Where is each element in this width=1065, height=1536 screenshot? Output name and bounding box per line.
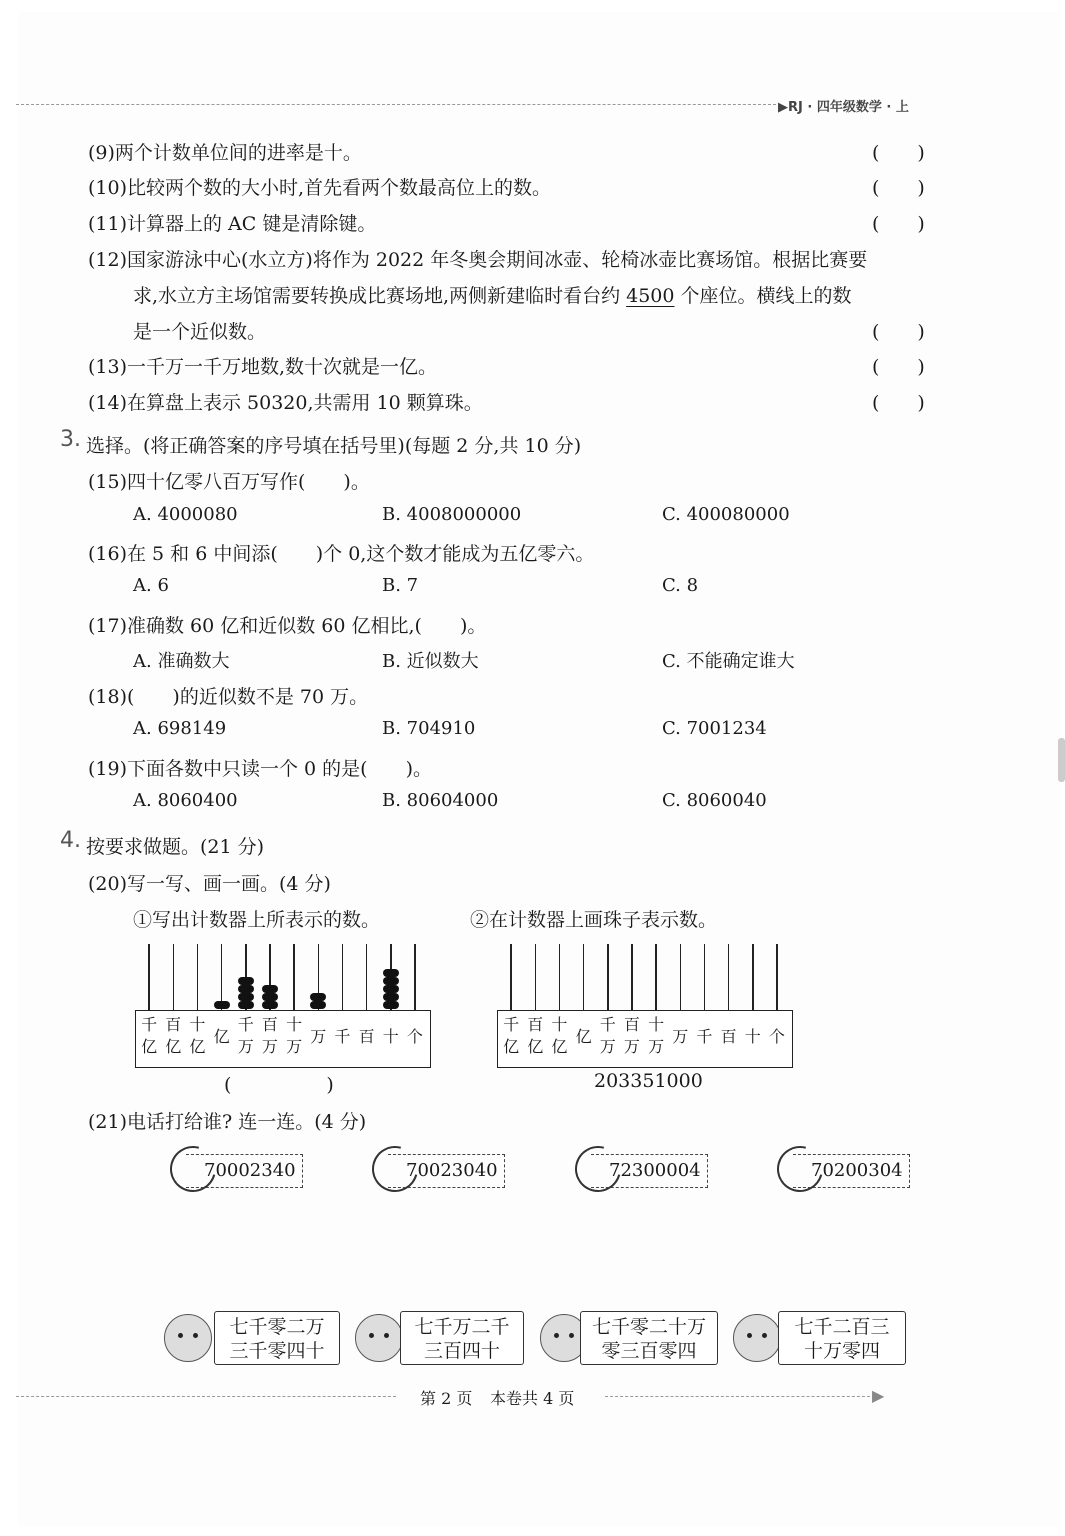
abacus-rod [293,944,295,1010]
abacus-rod [342,944,344,1010]
question-18: (18)( )的近似数不是 70 万。 [88,686,369,708]
question-12-line2: 求,水立方主场馆需要转换成比赛场地,两侧新建临时看台约 4500 个座位。横线上的数 [133,285,852,307]
underlined-number: 4500 [626,285,675,307]
subquestion-1: ①写出计数器上所表示的数。 [133,909,381,931]
option-17-c[interactable]: C. 不能确定谁大 [662,651,795,672]
kid-card-4[interactable]: 七千二百三 十万零四 [778,1311,906,1365]
place-value-label: 亿 [575,1027,592,1046]
place-value-label: 亿 [213,1027,230,1046]
place-value-label: 十 亿 [189,1015,206,1056]
abacus-rod [366,944,368,1010]
abacus-rod [197,944,199,1010]
question-20: (20)写一写、画一画。(4 分) [88,873,331,895]
answer-paren-14[interactable]: ( ) [872,392,925,414]
option-15-c[interactable]: C. 400080000 [662,504,790,525]
scrollbar-thumb[interactable] [1058,738,1065,782]
option-16-c[interactable]: C. 8 [662,575,699,596]
question-9: (9)两个计数单位间的进率是十。 [88,142,362,164]
question-11: (11)计算器上的 AC 键是清除键。 [88,213,377,235]
option-16-b[interactable]: B. 7 [382,575,419,596]
abacus-rod [680,944,682,1010]
abacus-rod [173,944,175,1010]
abacus-rod [510,944,512,1010]
abacus-bead [262,993,278,1001]
abacus-bead [238,977,254,985]
question-10: (10)比较两个数的大小时,首先看两个数最高位上的数。 [88,177,552,199]
abacus-1-answer[interactable]: ( ) [224,1074,334,1096]
place-value-label: 十 万 [286,1015,303,1056]
place-value-label: 百 万 [623,1015,640,1056]
place-value-label: 个 [406,1027,423,1046]
place-value-label: 百 [720,1027,737,1046]
abacus-rod [148,944,150,1010]
abacus-rod [607,944,609,1010]
question-15: (15)四十亿零八百万写作( )。 [88,471,370,493]
boy-cap-avatar [164,1314,212,1362]
place-value-label: 十 [382,1027,399,1046]
abacus-bead [383,969,399,977]
abacus-bead [383,977,399,985]
phone-number-1[interactable]: 70002340 [186,1154,303,1188]
answer-paren-13[interactable]: ( ) [872,356,925,378]
option-19-b[interactable]: B. 80604000 [382,790,499,811]
option-17-a[interactable]: A. 准确数大 [133,651,230,672]
abacus-rod [414,944,416,1010]
abacus-bead [383,993,399,1001]
place-value-label: 千 亿 [141,1015,158,1056]
abacus-rod [776,944,778,1010]
place-value-label: 百 亿 [527,1015,544,1056]
abacus-rod [704,944,706,1010]
question-19: (19)下面各数中只读一个 0 的是( )。 [88,758,432,780]
place-value-label: 百 [358,1027,375,1046]
section-3-title: 选择。(将正确答案的序号填在括号里)(每题 2 分,共 10 分) [86,435,582,457]
girl-avatar [355,1314,403,1362]
kid-card-2[interactable]: 七千万二千 三百四十 [400,1311,524,1365]
abacus-bead [310,993,326,1001]
page-number: 第 2 页 [420,1389,473,1408]
place-value-label: 万 [310,1027,327,1046]
abacus-rod [728,944,730,1010]
question-17: (17)准确数 60 亿和近似数 60 亿相比,( )。 [88,615,487,637]
option-18-b[interactable]: B. 704910 [382,718,476,739]
footer-divider-right [605,1396,875,1397]
option-17-b[interactable]: B. 近似数大 [382,651,479,672]
abacus-rod [631,944,633,1010]
question-12-line3: 是一个近似数。 [133,321,267,343]
kid-card-3[interactable]: 七千零二十万 零三百零四 [580,1311,718,1365]
phone-number-3[interactable]: 72300004 [591,1154,708,1188]
option-19-a[interactable]: A. 8060400 [133,790,238,811]
total-pages: 本卷共 4 页 [490,1389,575,1408]
abacus-rod [559,944,561,1010]
abacus-bead [262,1001,278,1009]
abacus-bead [310,1001,326,1009]
place-value-label: 千 [334,1027,351,1046]
abacus-bead [238,993,254,1001]
place-value-label: 十 万 [648,1015,665,1056]
abacus-rod [583,944,585,1010]
header-title: ▶RJ · 四年级数学 · 上 [778,100,909,115]
place-value-label: 十 亿 [551,1015,568,1056]
place-value-label: 千 亿 [503,1015,520,1056]
question-21: (21)电话打给谁? 连一连。(4 分) [88,1111,367,1133]
abacus-bead [262,985,278,993]
section-3-number: 3. [60,427,81,452]
phone-number-2[interactable]: 70023040 [388,1154,505,1188]
place-value-label: 百 亿 [165,1015,182,1056]
option-18-c[interactable]: C. 7001234 [662,718,767,739]
section-4-title: 按要求做题。(21 分) [86,836,265,858]
question-16: (16)在 5 和 6 中间添( )个 0,这个数才能成为五亿零六。 [88,543,595,565]
girl-bow-avatar [733,1314,781,1362]
abacus-bead [383,1001,399,1009]
question-12-line1: (12)国家游泳中心(水立方)将作为 2022 年冬奥会期间冰壶、轮椅冰壶比赛场馆。根据比赛要 [88,249,868,271]
kid-card-1[interactable]: 七千零二万 三千零四十 [214,1311,340,1365]
footer-divider-left [16,1396,396,1397]
question-14: (14)在算盘上表示 50320,共需用 10 颗算珠。 [88,392,483,414]
option-15-a[interactable]: A. 4000080 [133,504,238,525]
section-4-number: 4. [60,828,81,853]
place-value-label: 千 [696,1027,713,1046]
answer-paren-10[interactable]: ( ) [872,177,925,199]
place-value-label: 千 万 [237,1015,254,1056]
answer-paren-12[interactable]: ( ) [872,321,925,343]
abacus-bead [383,985,399,993]
place-value-label: 万 [672,1027,689,1046]
option-16-a[interactable]: A. 6 [133,575,169,596]
header-divider [16,104,776,105]
place-value-label: 千 万 [599,1015,616,1056]
option-15-b[interactable]: B. 4008000000 [382,504,522,525]
abacus-rod [535,944,537,1010]
abacus-rod [752,944,754,1010]
place-value-label: 十 [744,1027,761,1046]
abacus-bead [238,985,254,993]
abacus-bead [214,1001,230,1009]
question-13: (13)一千万一千万地数,数十次就是一亿。 [88,356,438,378]
subquestion-2: ②在计数器上画珠子表示数。 [470,909,718,931]
abacus-bead [238,1001,254,1009]
place-value-label: 个 [768,1027,785,1046]
option-18-a[interactable]: A. 698149 [133,718,227,739]
arrow-right-icon: ▶ [872,1386,885,1405]
option-19-c[interactable]: C. 8060040 [662,790,767,811]
answer-paren-9[interactable]: ( ) [872,142,925,164]
phone-number-4[interactable]: 70200304 [793,1154,910,1188]
place-value-label: 百 万 [261,1015,278,1056]
abacus-2-target-number: 203351000 [594,1070,703,1092]
answer-paren-11[interactable]: ( ) [872,213,925,235]
abacus-rod [655,944,657,1010]
